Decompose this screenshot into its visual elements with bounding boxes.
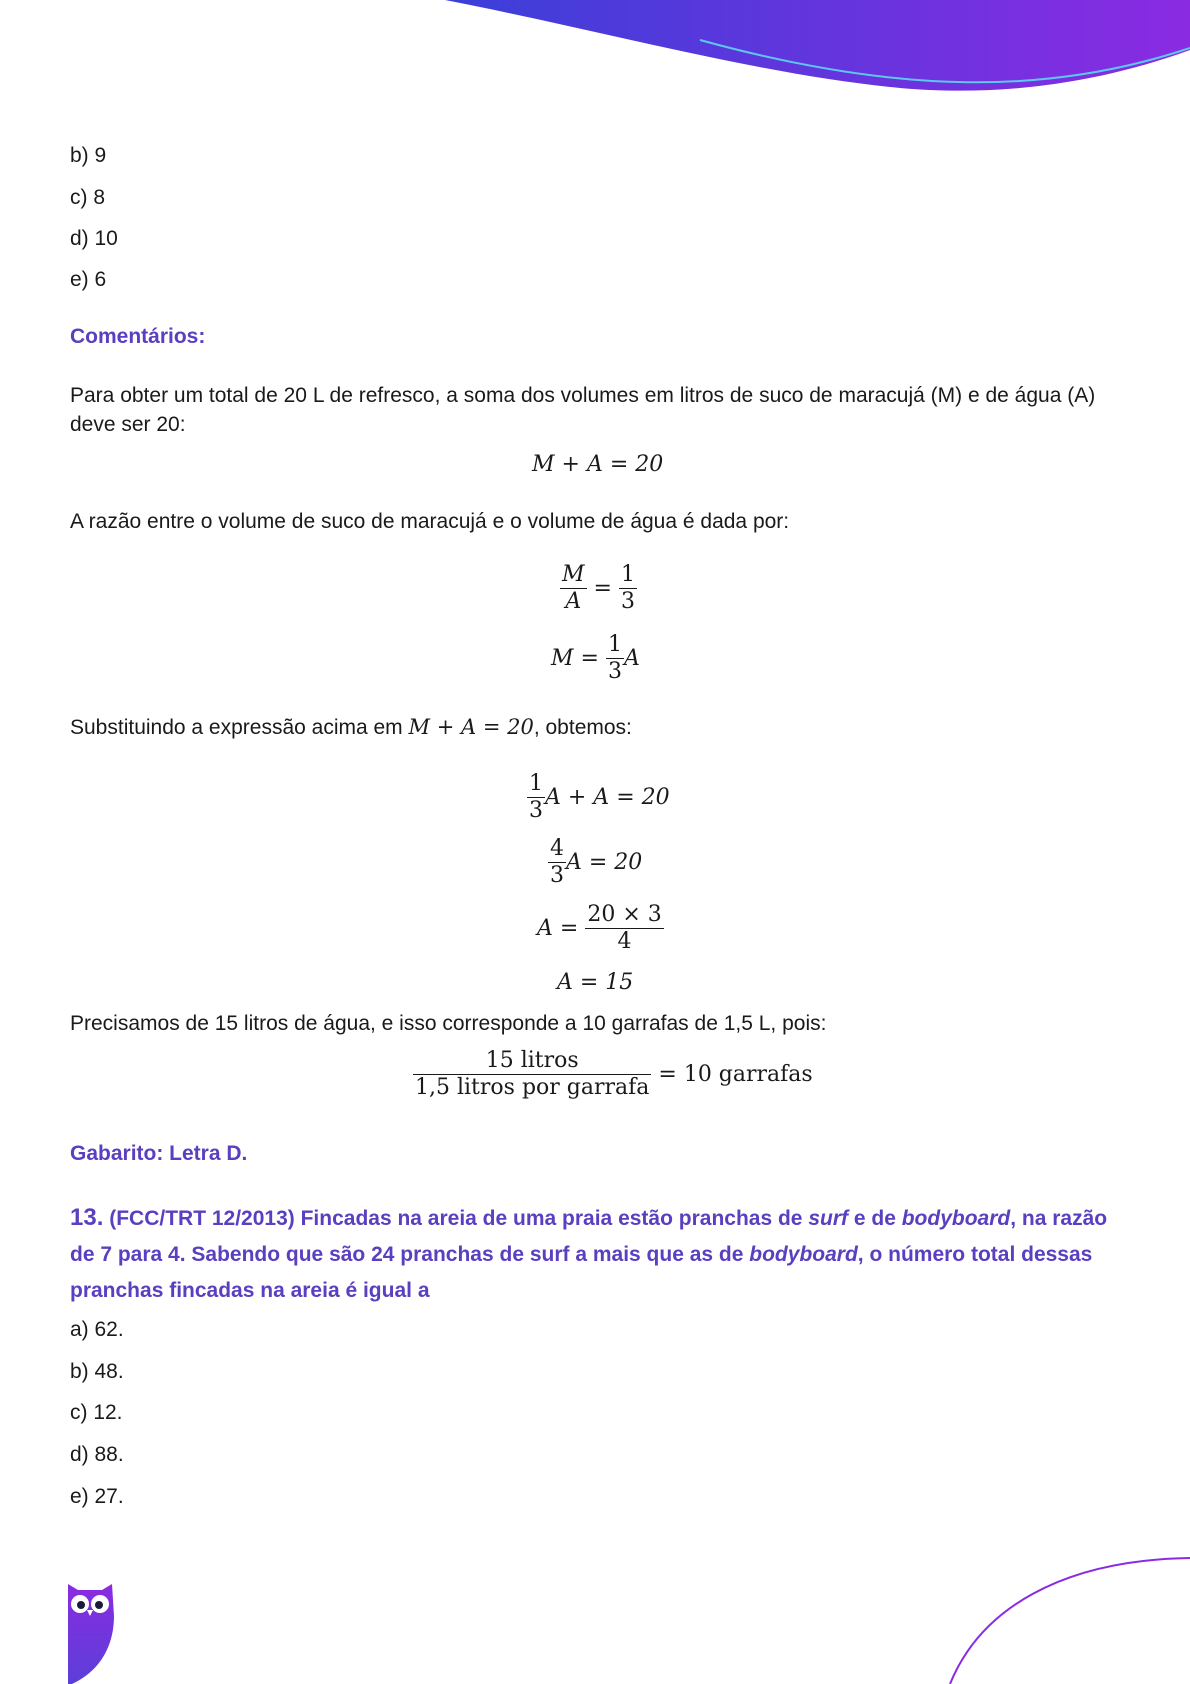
option-c-prev: c) 8 [70, 186, 106, 209]
question-13: 13. (FCC/TRT 12/2013) Fincadas na areia de uma praia estão pranchas de surf e de bodyboard, na razão de 7 para 4. Sabendo que são 24 pranchas de surf a mais que as de bodyboard, o número total dessas pranchas fincadas na areia é igual a [70, 1204, 1108, 1302]
owl-logo-icon [60, 1576, 120, 1684]
equation-m: M = $\frac{1}{3}$ A [551, 632, 640, 684]
option-a: a) 62. [70, 1318, 124, 1341]
equation-step-1: $\frac{1}{3}$ A + A = 20 [529, 771, 670, 823]
gabarito: Gabarito: Letra D. [70, 1142, 248, 1165]
paragraph-2: A razão entre o volume de suco de maracujá e o volume de água é dada por: [70, 510, 790, 533]
equation-bottles: $\frac{\text{15 litros}}{\text{1,5 litros por garrafa}}$ = 10 garrafas [415, 1048, 813, 1100]
option-e-prev: e) 6 [70, 268, 107, 291]
option-d: d) 88. [70, 1443, 124, 1466]
equation-sum: M + A = 20 [532, 452, 664, 477]
option-b-prev: b) 9 [70, 144, 107, 167]
option-b: b) 48. [70, 1360, 124, 1383]
comentarios-heading: Comentários: [70, 325, 206, 348]
equation-ratio: $\frac{M}{A}$ = $\frac{1}{3}$ [562, 562, 635, 614]
equation-step-3: A = $\frac{20 \times 3}{4}$ [537, 902, 662, 954]
option-d-prev: d) 10 [70, 227, 118, 250]
equation-step-2: $\frac{4}{3}$ A = 20 [550, 836, 643, 888]
option-e: e) 27. [70, 1485, 124, 1508]
paragraph-4: Precisamos de 15 litros de água, e isso corresponde a 10 garrafas de 1,5 L, pois: [70, 1012, 827, 1035]
paragraph-1: Para obter um total de 20 L de refresco, a soma dos volumes em litros de suco de maracujá (M) e de água (A) deve ser 20: [70, 384, 1096, 436]
paragraph-3: Substituindo a expressão acima em M + A = 20, obtemos: [70, 715, 632, 739]
option-c: c) 12. [70, 1401, 123, 1424]
header-swoosh [0, 0, 1190, 100]
footer-curve [900, 1550, 1190, 1684]
equation-step-4: A = 15 [557, 970, 634, 995]
